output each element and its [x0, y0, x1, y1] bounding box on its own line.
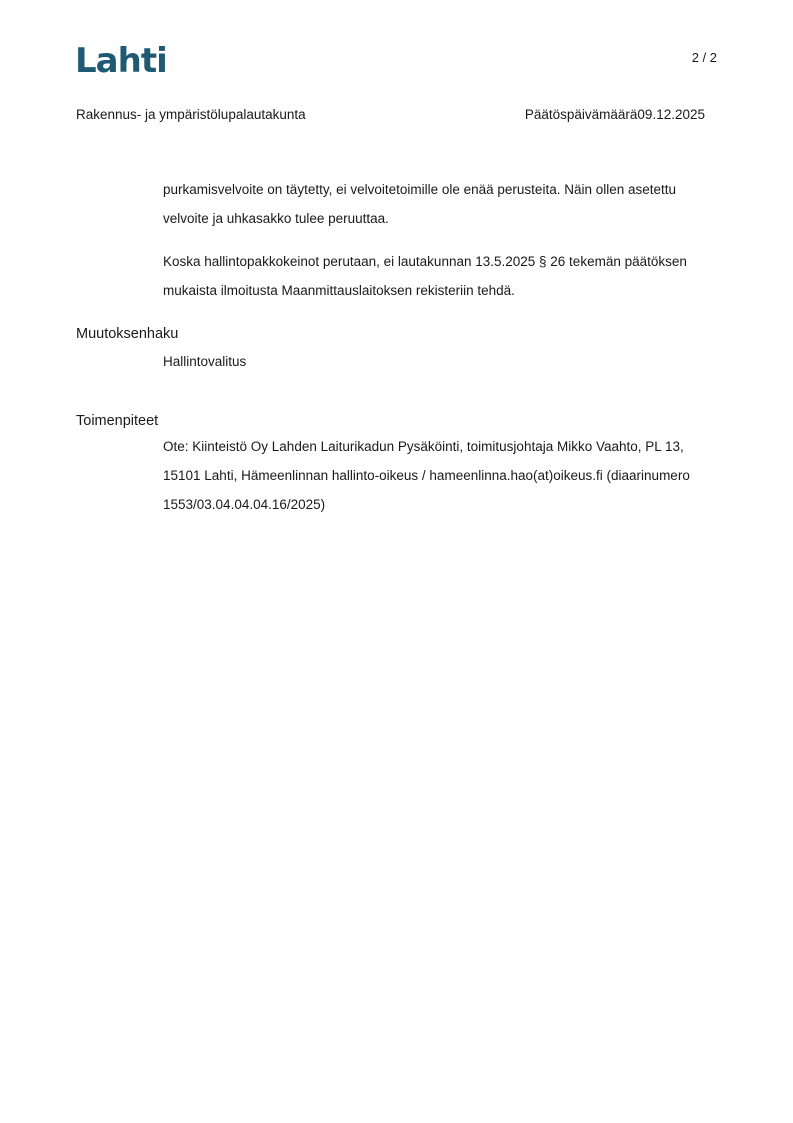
decision-date-line: [525, 107, 705, 122]
body-paragraph-1: purkamisvelvoite on täytetty, ei velvoitetoimille ole enää perusteita. Näin ollen asetettu velvoite ja uhkasakko tulee peruuttaa.: [163, 182, 677, 226]
body-paragraph-2: Koska hallintopakkokeinot perutaan, ei lautakunnan 13.5.2025 § 26 tekemän päätöksen mukaista ilmoitusta Maanmittauslaitoksen rekisteriin tehdä.: [163, 254, 687, 298]
actions-text: Ote: Kiinteistö Oy Lahden Laiturikadun Pysäköinti, toimitusjohtaja Mikko Vaahto, PL 13, 15101 Lahti, Hämeenlinnan hallinto-oikeus / hameenlinna.hao(at)oikeus.fi (diaarinumero 1553/03.04.04.04.16/2025): [163, 439, 690, 512]
appeal-heading: Muutoksenhaku: [76, 326, 179, 342]
department-name: Rakennus- ja ympäristölupalautakunta: [76, 107, 306, 122]
actions-heading: Toimenpiteet: [76, 413, 159, 429]
decision-date-label: Päätöspäivämäärä: [524, 107, 638, 122]
decision-date-value: 09.12.2025: [637, 107, 705, 122]
page-number: 2 / 2: [691, 50, 717, 65]
appeal-text: Hallintovalitus: [163, 354, 247, 369]
lahti-logo: Lahti: [75, 41, 167, 81]
